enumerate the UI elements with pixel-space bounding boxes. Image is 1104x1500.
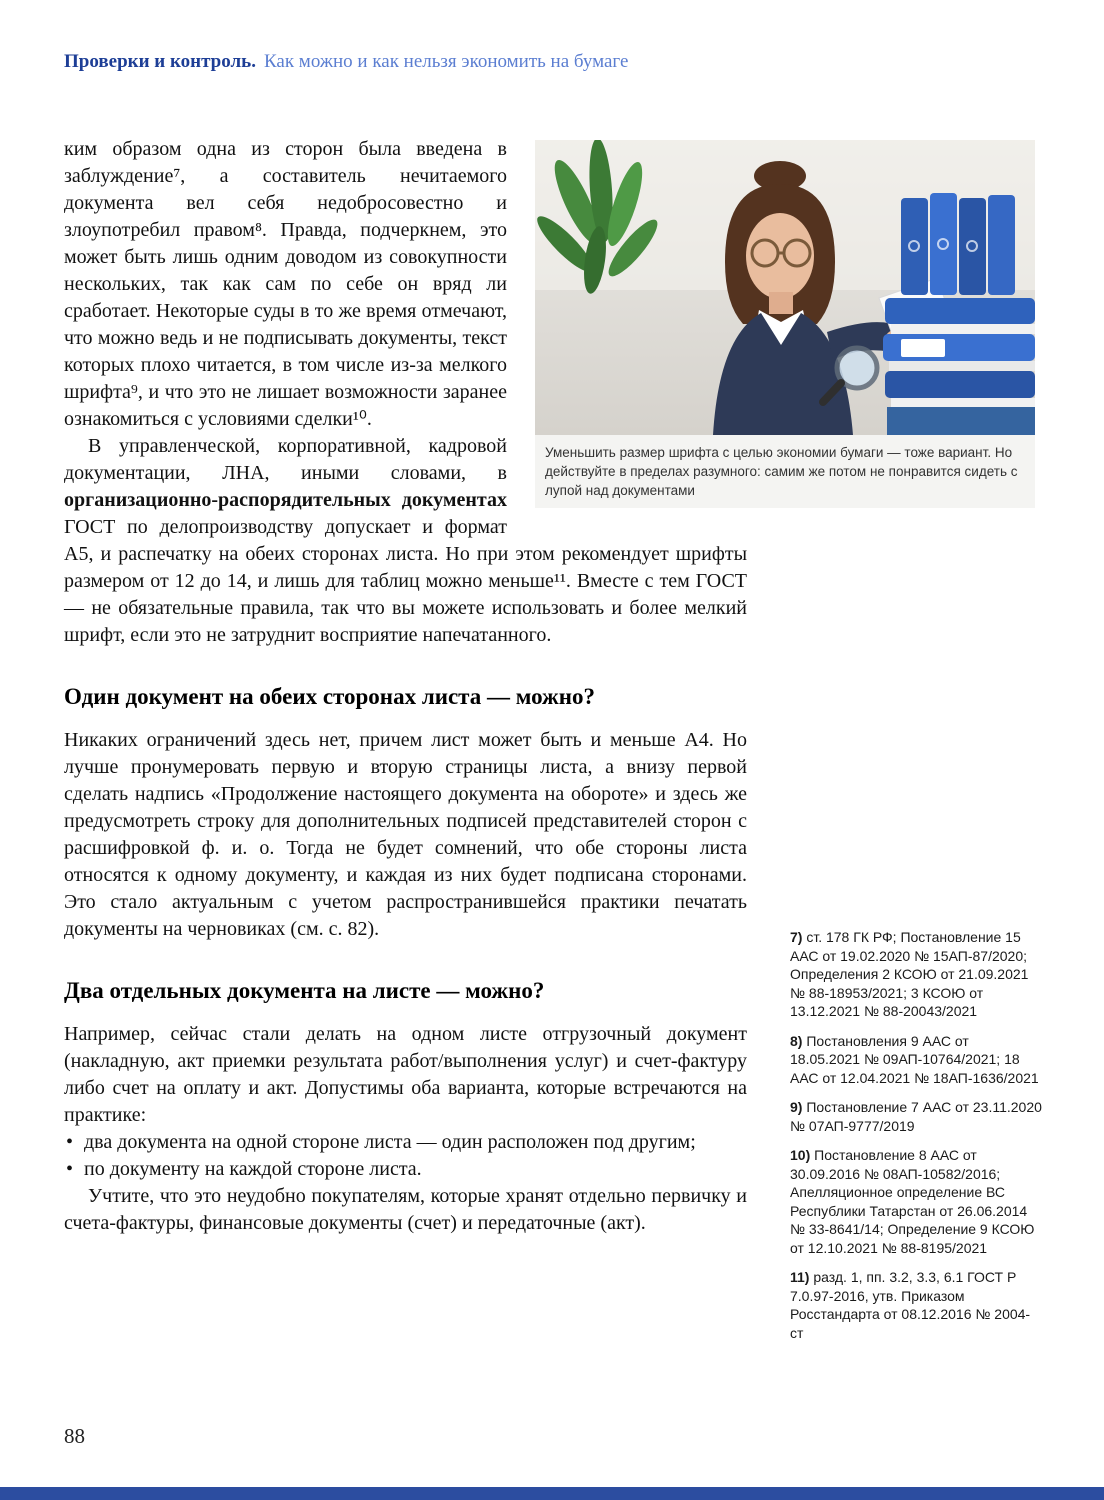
footnote-text: Постановление 7 ААС от 23.11.2020 № 07АП-9777/2019 xyxy=(790,1099,1042,1134)
footnote-number: 7) xyxy=(790,929,803,945)
footnote-item xyxy=(790,928,1042,1021)
footnote-item xyxy=(790,1032,1042,1088)
bullet-list xyxy=(64,1129,747,1183)
bullet-item: • по документу на каждой стороне листа. xyxy=(64,1156,747,1183)
article-photo xyxy=(535,140,1035,435)
bullet-item: • два документа на одной стороне листа — один расположен под другим; xyxy=(64,1129,747,1156)
footer-accent-bar xyxy=(0,1487,1104,1500)
paragraph-gost-lead: В управленческой, корпоративной, кадровой документации, ЛНА, иными словами, в xyxy=(64,435,507,484)
footnote-text: ст. 178 ГК РФ; Постановление 15 ААС от 19.02.2020 № 15АП-87/2020; Определения 2 КСОЮ от 21.09.2021 № 88-18953/2021; 3 КСОЮ от 13.12.2021 № 88-20043/2021 xyxy=(790,929,1029,1019)
paragraph-one-document: Никаких ограничений здесь нет, причем лист может быть и меньше А4. Но лучше пронумеровать первую и вторую страницы листа, а внизу первой сделать надпись «Продолжение настоящего документа на обороте» и здесь же предусмотреть строку для дополнительных подписей представителей сторон с расшифровкой ф. и. о. Тогда не будет сомнений, что обе стороны листа относятся к одному документу, и каждая из них будет подписана сторонами. Это стало актуальным с учетом распространившейся практики печатать документы на черновиках (см. с. 82). xyxy=(64,729,747,940)
paragraph-two-documents: Например, сейчас стали делать на одном листе отгрузочный документ (накладную, акт приемки результата работ/выполнения услуг) и счет-фактуру либо счет на оплату и акт. Допустимы оба варианта, которые встречаются на практике: xyxy=(64,1023,747,1126)
footnote-number: 9) xyxy=(790,1099,803,1115)
page-header xyxy=(64,50,1044,74)
paragraph-gost-bold: организационно-распорядительных документах xyxy=(64,489,507,511)
footnote-text: Постановление 8 ААС от 30.09.2016 № 08АП-10582/2016; Апелляционное определение ВС Республики Татарстан от 26.06.2014 № 33-8641/14; Определение 9 КСОЮ от 12.10.2021 № 88-8195/2021 xyxy=(790,1147,1035,1256)
heading-one-document: Один документ на обеих сторонах листа — можно? xyxy=(64,684,595,709)
footnote-item xyxy=(790,1098,1042,1135)
header-subtitle: Как можно и как нельзя экономить на бумаге xyxy=(263,51,629,72)
photo-caption: Уменьшить размер шрифта с целью экономии бумаги — тоже вариант. Но действуйте в пределах разумного: самим же потом не понравится сидеть с лупой над документами xyxy=(535,435,1035,508)
paragraph-gost-tail: ГОСТ по делопроизводству допускает и формат А5, и распечатку на обеих сторонах листа. Но при этом рекомендует шрифты размером от 12 до 14, и лишь для таблиц можно меньше¹¹. Вместе с тем ГОСТ — не обязательные правила, так что вы можете использовать и более мелкий шрифт, если это не затруднит восприятие напечатанного. xyxy=(64,516,747,646)
footnote-item xyxy=(790,1146,1042,1257)
footnote-text: Постановления 9 ААС от 18.05.2021 № 09АП-10764/2021; 18 ААС от 12.04.2021 № 18АП-1636/2021 xyxy=(790,1032,1039,1086)
footnote-item xyxy=(790,1268,1042,1342)
page-number: 88 xyxy=(64,1424,85,1448)
footnote-text: разд. 1, пп. 3.2, 3.3, 6.1 ГОСТ Р 7.0.97-2016, утв. Приказом Росстандарта от 08.12.2016 № 2004-ст xyxy=(790,1269,1031,1341)
header-section-title: Проверки и контроль. xyxy=(64,51,256,72)
footnote-number: 8) xyxy=(790,1032,803,1049)
footnotes-column xyxy=(790,928,1042,1353)
heading-two-documents: Два отдельных документа на листе — можно? xyxy=(64,978,545,1003)
binders-stack xyxy=(883,298,1035,435)
footnote-number: 10) xyxy=(790,1147,811,1163)
paragraph-intro: ким образом одна из сторон была введена в заблуждение⁷, а составитель нечитаемого документа вел себя недобросовестно и злоупотребил правом⁸. Правда, подчеркнем, это может быть лишь одним доводом из совокупности нескольких, так как сам по себе он вряд ли сработает. Некоторые суды в то же время отмечают, что можно ведь и не подписывать документы, текст которых плохо читается, в том числе из-за мелкого шрифта⁹, и что это не лишает возможности заранее ознакомиться с условиями сделки¹⁰. xyxy=(64,138,507,430)
footnote-number: 11) xyxy=(790,1269,810,1285)
paragraph-note: Учтите, что это неудобно покупателям, которые хранят отдельно первичку и счета-фактуры, финансовые документы (счет) и передаточные (акт). xyxy=(64,1185,747,1234)
article-figure xyxy=(535,140,1035,508)
